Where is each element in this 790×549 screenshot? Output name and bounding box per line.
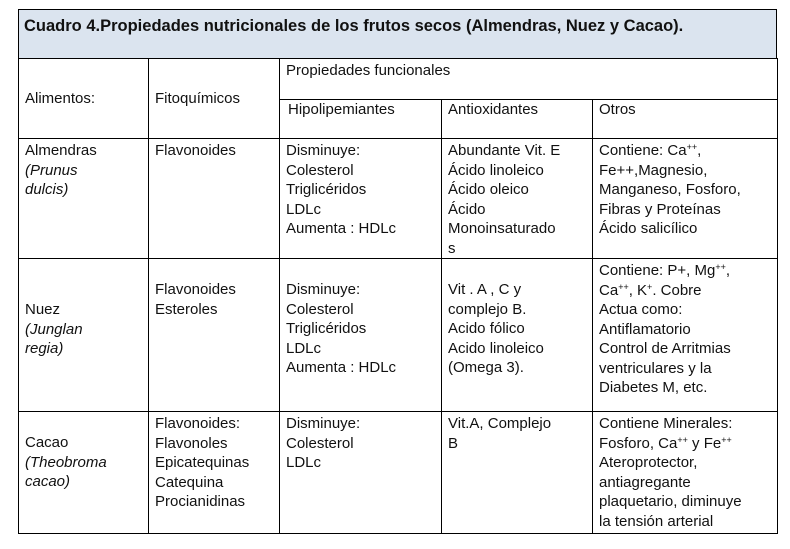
cell-alimento: Nuez (Junglan regia) <box>19 259 149 412</box>
header-fitoquimicos: Fitoquímicos <box>149 59 280 139</box>
table-row <box>19 139 778 259</box>
cell-alimento: Almendras (Prunus dulcis) <box>19 139 149 259</box>
header-row-1 <box>19 59 778 100</box>
nutrition-table <box>18 58 778 534</box>
cell-hipolipemiantes: Disminuye: Colesterol LDLc <box>280 412 442 534</box>
cell-alimento: Cacao (Theobroma cacao) <box>19 412 149 534</box>
cell-antioxidantes: Abundante Vit. E Ácido linoleico Ácido oleico Ácido Monoinsaturado s <box>442 139 593 259</box>
cell-otros: Contiene: P+, Mg++, Ca++, K+. Cobre Actua como: Antiflamatorio Control de Arritmias ventriculares y la Diabetes M, etc. <box>593 259 778 412</box>
cell-otros: Contiene: Ca++, Fe++,Magnesio, Manganeso, Fosforo, Fibras y Proteínas Ácido salicílico <box>593 139 778 259</box>
header-alimentos: Alimentos: <box>19 59 149 139</box>
cell-fitoquimicos: Flavonoides <box>149 139 280 259</box>
header-otros: Otros <box>593 100 778 139</box>
table-wrapper <box>18 9 777 534</box>
cell-hipolipemiantes: Disminuye: Colesterol Triglicéridos LDLc Aumenta : HDLc <box>280 259 442 412</box>
cell-antioxidantes: Vit.A, Complejo B <box>442 412 593 534</box>
table-title: Cuadro 4.Propiedades nutricionales de los frutos secos (Almendras, Nuez y Cacao). <box>18 9 777 59</box>
cell-antioxidantes: Vit . A , C y complejo B. Acido fólico Acido linoleico (Omega 3). <box>442 259 593 412</box>
cell-hipolipemiantes: Disminuye: Colesterol Triglicéridos LDLc Aumenta : HDLc <box>280 139 442 259</box>
header-hipolipemiantes: Hipolipemiantes <box>280 100 442 139</box>
table-row <box>19 259 778 412</box>
table-row <box>19 412 778 534</box>
cell-fitoquimicos: Flavonoides: Flavonoles Epicatequinas Catequina Procianidinas <box>149 412 280 534</box>
header-antioxidantes: Antioxidantes <box>442 100 593 139</box>
cell-otros: Contiene Minerales: Fosforo, Ca++ y Fe++ Ateroprotector, antiagregante plaquetario, diminuye la tensión arterial <box>593 412 778 534</box>
cell-fitoquimicos: Flavonoides Esteroles <box>149 259 280 412</box>
header-propiedades: Propiedades funcionales <box>280 59 778 100</box>
